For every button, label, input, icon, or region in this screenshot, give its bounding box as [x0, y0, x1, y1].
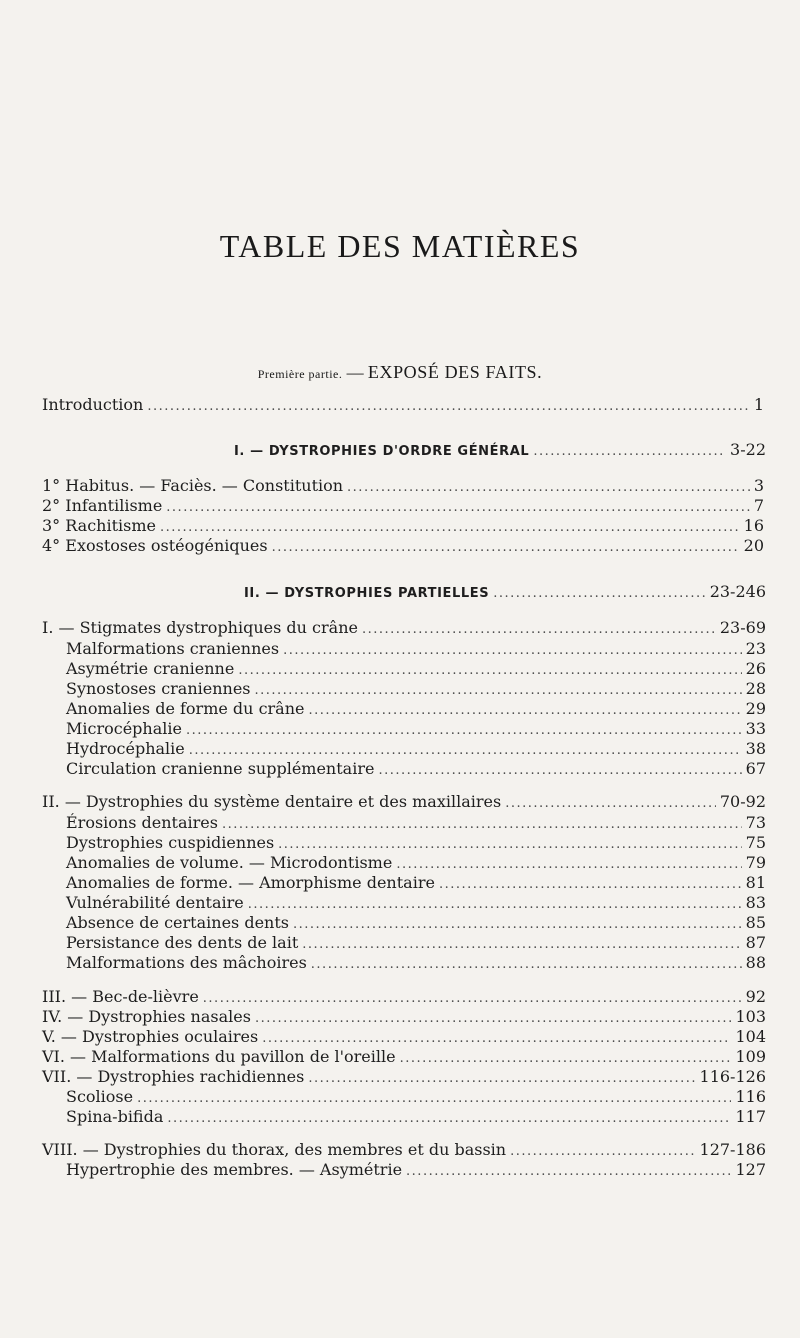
toc-entry: Dystrophies cuspidiennes ..... 75: [66, 833, 766, 855]
toc-section-1: I. — Stigmates dystrophiques du crâne ..... 23-69: [42, 618, 766, 640]
toc-entry: Malformations craniennes ..... 23: [66, 639, 766, 661]
toc-entry-introduction: Introduction ..... 1: [42, 395, 764, 417]
toc-section-3: III. — Bec-de-lièvre ..... 92: [42, 987, 766, 1009]
part-prefix: Première partie.: [257, 367, 343, 381]
toc-entry: Anomalies de volume. — Microdontisme ..... 79: [66, 853, 766, 875]
toc-entry: 4° Exostoses ostéogéniques ..... 20: [42, 536, 764, 558]
toc-entry: Scoliose ..... 116: [66, 1087, 766, 1109]
toc-entry: Asymétrie cranienne ..... 26: [66, 659, 766, 681]
toc-section-7: VII. — Dystrophies rachidiennes ..... 116-126: [42, 1067, 766, 1089]
chapter-heading-2: II. — DYSTROPHIES PARTIELLES ..... 23-246: [244, 582, 766, 604]
toc-entry: Anomalies de forme du crâne ..... 29: [66, 699, 766, 721]
toc-section-5: V. — Dystrophies oculaires ..... 104: [42, 1027, 766, 1049]
toc-entry: Persistance des dents de lait ..... 87: [66, 933, 766, 955]
toc-entry: 1° Habitus. — Faciès. — Constitution ..... 3: [42, 476, 764, 498]
toc-entry: Hydrocéphalie ..... 38: [66, 739, 766, 761]
part-name: EXPOSÉ DES FAITS.: [367, 362, 543, 382]
toc-entry: Circulation cranienne supplémentaire ..... 67: [66, 759, 766, 781]
page-title: TABLE DES MATIÈRES: [219, 228, 581, 264]
part-dash: —: [342, 363, 368, 382]
toc-entry: 2° Infantilisme ..... 7: [42, 496, 764, 518]
part-heading: [0, 362, 800, 383]
toc-section-2: II. — Dystrophies du système dentaire et des maxillaires ..... 70-92: [42, 792, 766, 814]
toc-section-8: VIII. — Dystrophies du thorax, des membres et du bassin ..... 127-186: [42, 1140, 766, 1162]
toc-entry: Érosions dentaires ..... 73: [66, 813, 766, 835]
toc-entry: Absence de certaines dents ..... 85: [66, 913, 766, 935]
toc-section-4: IV. — Dystrophies nasales ..... 103: [42, 1007, 766, 1029]
toc-entry: Microcéphalie ..... 33: [66, 719, 766, 741]
toc-section-6: VI. — Malformations du pavillon de l'oreille ..... 109: [42, 1047, 766, 1069]
toc-entry: Vulnérabilité dentaire ..... 83: [66, 893, 766, 915]
toc-entry: Synostoses craniennes ..... 28: [66, 679, 766, 701]
toc-entry: Spina-bifida ..... 117: [66, 1107, 766, 1129]
chapter-heading-1: I. — DYSTROPHIES D'ORDRE GÉNÉRAL ..... 3-22: [234, 440, 766, 462]
toc-entry: Anomalies de forme. — Amorphisme dentaire ..... 81: [66, 873, 766, 895]
toc-entry: Malformations des mâchoires ..... 88: [66, 953, 766, 975]
toc-entry: 3° Rachitisme ..... 16: [42, 516, 764, 538]
toc-entry: Hypertrophie des membres. — Asymétrie ..... 127: [66, 1160, 766, 1182]
